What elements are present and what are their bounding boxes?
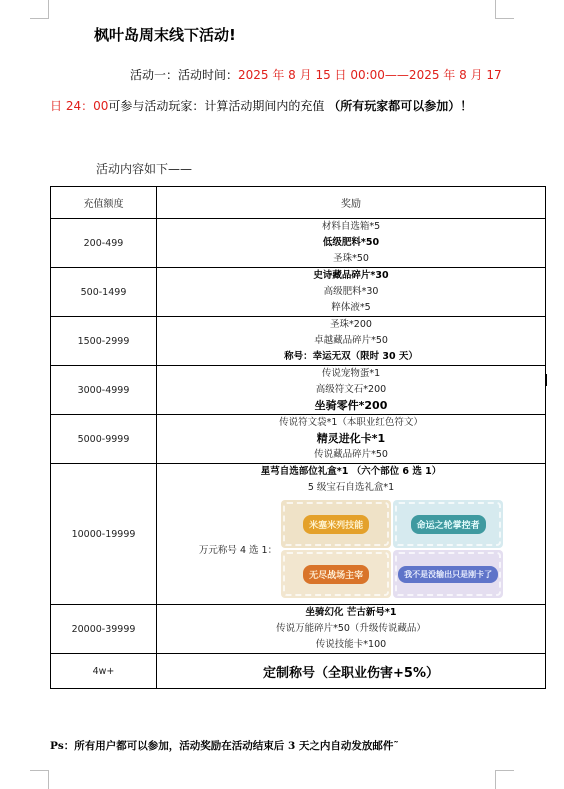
postscript: Ps：所有用户都可以参加，活动奖励在活动结束后 3 天之内自动发放邮件˜ <box>50 740 399 752</box>
reward-line: 传说符文袋*1（本职业红色符文） <box>279 417 423 428</box>
table-row <box>51 366 546 415</box>
reward-line: 传说万能碎片*50（升级传说藏品） <box>276 623 426 634</box>
title-badge-grid <box>281 500 503 598</box>
table-row <box>51 317 546 366</box>
reward-line: 称号：幸运无双（限时 30 天） <box>284 351 418 362</box>
title-badge-text: 我不是没输出只是刚卡了 <box>398 566 498 583</box>
tier-cell: 5000-9999 <box>51 415 157 464</box>
reward-line: 圣珠*50 <box>333 253 369 264</box>
title-badge <box>393 500 503 548</box>
reward-cell <box>157 366 546 415</box>
tier-cell: 500-1499 <box>51 268 157 317</box>
reward-line: 精灵进化卡*1 <box>316 432 386 445</box>
tier-cell: 200-499 <box>51 219 157 268</box>
tier-cell: 3000-4999 <box>51 366 157 415</box>
reward-line: 传说宠物蛋*1 <box>321 368 381 379</box>
reward-cell <box>157 464 546 605</box>
table-row <box>51 415 546 464</box>
tier-cell: 1500-2999 <box>51 317 157 366</box>
title-choice-label: 万元称号 4 选 1： <box>198 545 278 556</box>
reward-line-custom-title: 定制称号（全职业伤害+5%） <box>263 665 439 681</box>
intro-paragraph <box>50 60 510 122</box>
table-row <box>51 268 546 317</box>
page-corner-mark <box>495 0 514 19</box>
rewards-table <box>50 186 546 689</box>
title-badge-text: 命运之轮掌控者 <box>411 515 486 534</box>
page-title: 枫叶岛周末线下活动! <box>94 26 236 44</box>
reward-cell <box>157 219 546 268</box>
reward-line: 卓越藏品碎片*50 <box>314 335 388 346</box>
reward-line: 高级肥料*30 <box>323 286 379 297</box>
text-cursor <box>545 374 547 386</box>
reward-line: 坐骑零件*200 <box>314 399 388 412</box>
reward-line: 5 级宝石自选礼盒*1 <box>307 482 395 493</box>
title-badge <box>281 500 391 548</box>
reward-cell <box>157 268 546 317</box>
intro-note: （所有玩家都可以参加）！ <box>328 99 473 113</box>
reward-line: 星芎自选部位礼盒*1 （六个部位 6 选 1） <box>260 466 442 477</box>
reward-cell <box>157 317 546 366</box>
title-badge-text: 无尽战场主宰 <box>303 565 369 584</box>
page-corner-mark <box>30 0 49 19</box>
reward-line: 圣珠*200 <box>330 319 372 330</box>
title-badge-text: 米塞米列技能 <box>303 515 369 534</box>
reward-cell <box>157 654 546 689</box>
title-badge <box>393 550 503 598</box>
table-row <box>51 605 546 654</box>
table-header-row <box>51 187 546 219</box>
reward-line: 低级肥料*50 <box>322 237 380 248</box>
reward-line: 传说藏品碎片*50 <box>314 449 388 460</box>
table-row <box>51 219 546 268</box>
page-corner-mark <box>495 770 514 789</box>
intro-text: 活动一：活动时间： <box>130 68 239 82</box>
title-choice-block <box>157 496 545 604</box>
event-time: 2025 年 8 月 15 日 00:00——2025 年 8 月 17 日 24：00 <box>50 68 502 113</box>
tier-cell: 10000-19999 <box>51 464 157 605</box>
reward-line: 坐骑幻化 芒古新号*1 <box>305 607 397 618</box>
header-rewards: 奖励 <box>157 187 546 219</box>
table-row <box>51 464 546 605</box>
table-row <box>51 654 546 689</box>
intro-text: 可参与活动玩家：计算活动期间内的充值 <box>108 99 325 113</box>
reward-line: 材料自选箱*5 <box>321 221 381 232</box>
reward-cell <box>157 415 546 464</box>
reward-cell <box>157 605 546 654</box>
reward-line: 传说技能卡*100 <box>315 639 387 650</box>
tier-cell: 4w+ <box>51 654 157 689</box>
reward-line: 粹体液*5 <box>331 302 371 313</box>
page-corner-mark <box>30 770 49 789</box>
title-badge <box>281 550 391 598</box>
reward-line: 史诗藏品碎片*30 <box>313 270 389 281</box>
content-subheading: 活动内容如下—— <box>96 162 193 176</box>
tier-cell: 20000-39999 <box>51 605 157 654</box>
header-amount: 充值额度 <box>51 187 157 219</box>
reward-line: 高级符文石*200 <box>315 384 387 395</box>
